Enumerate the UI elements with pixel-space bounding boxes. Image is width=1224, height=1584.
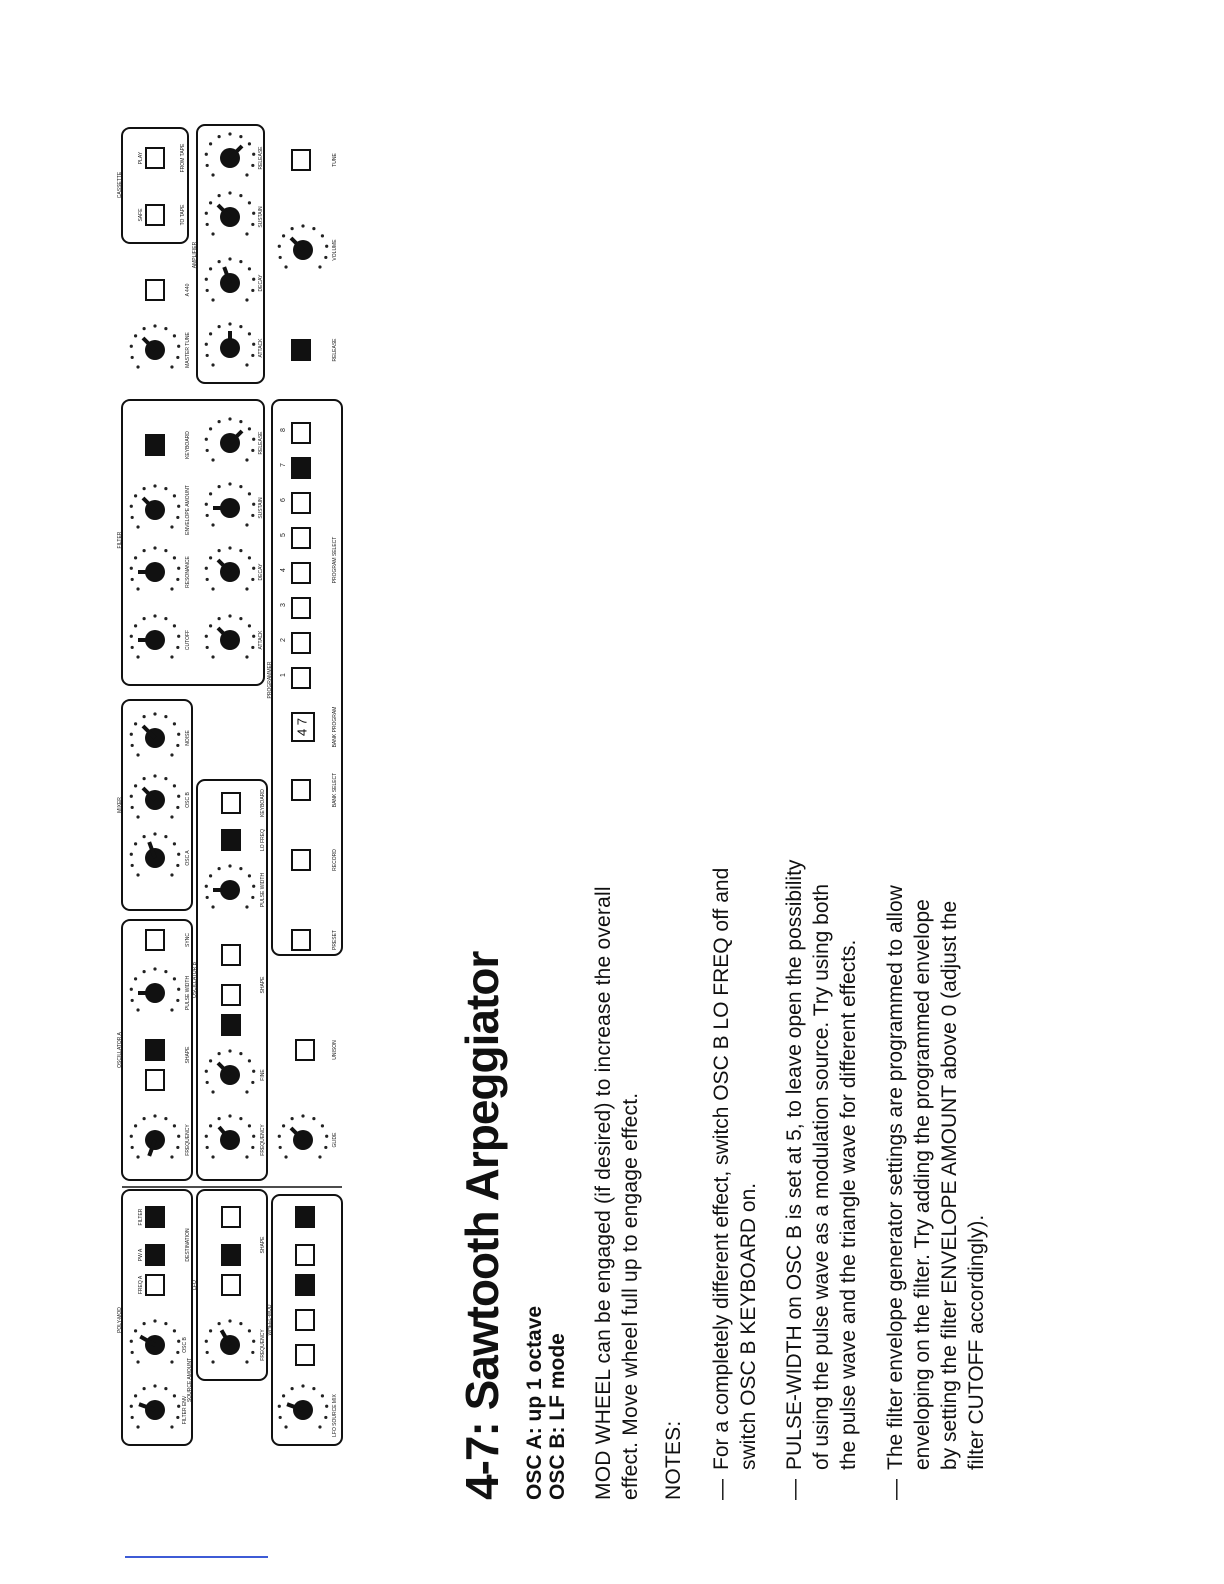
from-tape-label: FROM TAPE xyxy=(180,143,186,173)
sustain-label: SUSTAIN xyxy=(258,497,264,519)
bank-program-label: BANK PROGRAM xyxy=(332,706,338,748)
oscillator-a-title: OSCILLATOR A xyxy=(117,1032,123,1068)
note-1-dash: — xyxy=(710,1479,733,1500)
pw-a-label: PW A xyxy=(138,1248,144,1262)
lfo-shape-label: SHAPE xyxy=(260,1236,266,1254)
osc-a-setting: OSC A: up 1 octave xyxy=(523,1305,546,1500)
source-amount-label: SOURCE AMOUNT xyxy=(187,1357,193,1403)
amp-sustain-label: SUSTAIN xyxy=(258,206,264,228)
safe-label: SAFE xyxy=(138,208,144,222)
note-3-line-4: filter CUTOFF accordingly). xyxy=(965,1214,988,1470)
program-number-3: 3 xyxy=(280,603,287,607)
program-number-1: 1 xyxy=(280,673,287,677)
tune-label: TUNE xyxy=(332,153,338,167)
cutoff-label: CUTOFF xyxy=(185,629,191,651)
to-tape-label: TO TAPE xyxy=(180,204,186,226)
program-number-5: 5 xyxy=(280,533,287,537)
osc-b-frequency-label: FREQUENCY xyxy=(260,1124,266,1156)
osc-b-pulse-width-label: PULSE WIDTH xyxy=(260,872,266,908)
program-number-8: 8 xyxy=(280,428,287,432)
programmer-title: PROGRAMMER xyxy=(267,661,273,699)
osc-a-shape-label: SHAPE xyxy=(185,1046,191,1064)
note-2-line-3: the pulse wave and the triangle wave for different effects. xyxy=(837,939,860,1470)
glide-label: GLIDE xyxy=(332,1132,338,1148)
record-label: RECORD xyxy=(332,849,338,871)
amplifier-title: AMPLIFIER xyxy=(192,241,198,269)
amp-release-label: RELEASE xyxy=(258,146,264,170)
amp-decay-label: DECAY xyxy=(258,274,264,292)
page-title: 4-7: Sawtooth Arpeggiator xyxy=(456,951,508,1500)
decay-label: DECAY xyxy=(258,563,264,581)
note-3-line-2: enveloping on the filter. Try adding the programmed envelope xyxy=(911,899,934,1470)
source-mix-label: SOURCE MIX xyxy=(332,1394,338,1426)
fine-label: FINE xyxy=(260,1069,266,1081)
note-3-dash: — xyxy=(884,1479,907,1500)
cassette-title: CASSETTE xyxy=(117,171,123,199)
osc-b-setting: OSC B: LF mode xyxy=(546,1333,569,1500)
osc-b-label: OSC B xyxy=(182,1337,188,1353)
note-1-line-2: switch OSC B KEYBOARD on. xyxy=(737,1182,760,1470)
lfo-label: LFO xyxy=(332,1427,338,1437)
release-button-label: RELEASE xyxy=(332,338,338,362)
unison-label: UNISON xyxy=(332,1040,338,1060)
note-3-line-3: by setting the filter ENVELOPE AMOUNT above 0 (adjust the xyxy=(938,900,961,1470)
wheel-mod-title: WHEEL-MOD xyxy=(267,1304,273,1336)
filter-keyboard-label: KEYBOARD xyxy=(185,431,191,459)
filter-label: FILTER xyxy=(138,1208,144,1226)
envelope-amount-label: ENVELOPE AMOUNT xyxy=(185,485,191,535)
release-label: RELEASE xyxy=(258,431,264,455)
preset-label: PRESET xyxy=(332,929,338,951)
program-number-4: 4 xyxy=(280,568,287,572)
intro-line-1: MOD WHEEL can be engaged (if desired) to increase the overall xyxy=(592,886,615,1500)
mixer-osc-a-label: OSC A xyxy=(185,850,191,866)
filter-title: FILTER xyxy=(117,531,123,549)
note-2-dash: — xyxy=(783,1479,806,1500)
osc-b-shape-label: SHAPE xyxy=(260,976,266,994)
osc-a-frequency-label: FREQUENCY xyxy=(185,1124,191,1156)
freq-a-label: FREQ A xyxy=(138,1275,144,1295)
resonance-label: RESONANCE xyxy=(185,556,191,588)
note-1-line-1: For a completely different effect, switch OSC B LO FREQ off and xyxy=(710,867,733,1470)
amp-attack-label: ATTACK xyxy=(258,338,264,358)
footer-rule xyxy=(125,1556,268,1558)
attack-label: ATTACK xyxy=(258,630,264,650)
note-3-line-1: The filter envelope generator settings are programmed to allow xyxy=(884,885,907,1470)
oscillator-b-title: OSCILLATOR B xyxy=(192,962,198,998)
osc-a-pulse-width-label: PULSE WIDTH xyxy=(185,975,191,1011)
program-number-6: 6 xyxy=(280,498,287,502)
noise-label: NOISE xyxy=(185,730,191,746)
filter-env-label: FILTER ENV xyxy=(182,1395,188,1425)
destination-label: DESTINATION xyxy=(185,1228,191,1262)
master-tune-label: MASTER TUNE xyxy=(185,332,191,368)
volume-label: VOLUME xyxy=(332,239,338,261)
keyboard-label: KEYBOARD xyxy=(260,789,266,817)
mixer-title: MIXER xyxy=(117,797,123,813)
a-440-label: A 440 xyxy=(185,283,191,297)
play-label: PLAY xyxy=(138,151,144,165)
bank-select-label: BANK SELECT xyxy=(332,772,338,808)
poly-mod-title: POLY-MOD xyxy=(117,1307,123,1333)
intro-line-2: effect. Move wheel full up to engage effect. xyxy=(619,1092,642,1500)
note-2-line-2: of using the pulse wave as a modulation source. Try using both xyxy=(810,883,833,1470)
program-number-2: 2 xyxy=(280,638,287,642)
lo-freq-label: LO FREQ xyxy=(260,829,266,851)
notes-heading: NOTES: xyxy=(662,1420,685,1500)
bank-program-display-value: 4 7 xyxy=(294,717,310,737)
note-2-line-1: PULSE-WIDTH on OSC B is set at 5, to leave open the possibility xyxy=(783,859,806,1470)
mixer-osc-b-label: OSC B xyxy=(185,792,191,808)
sync-label: SYNC xyxy=(185,933,191,947)
lfo-title: LFO xyxy=(192,1280,198,1290)
program-number-7: 7 xyxy=(280,463,287,467)
program-select-label: PROGRAM SELECT xyxy=(332,536,338,584)
lfo-frequency-label: FREQUENCY xyxy=(260,1329,266,1361)
